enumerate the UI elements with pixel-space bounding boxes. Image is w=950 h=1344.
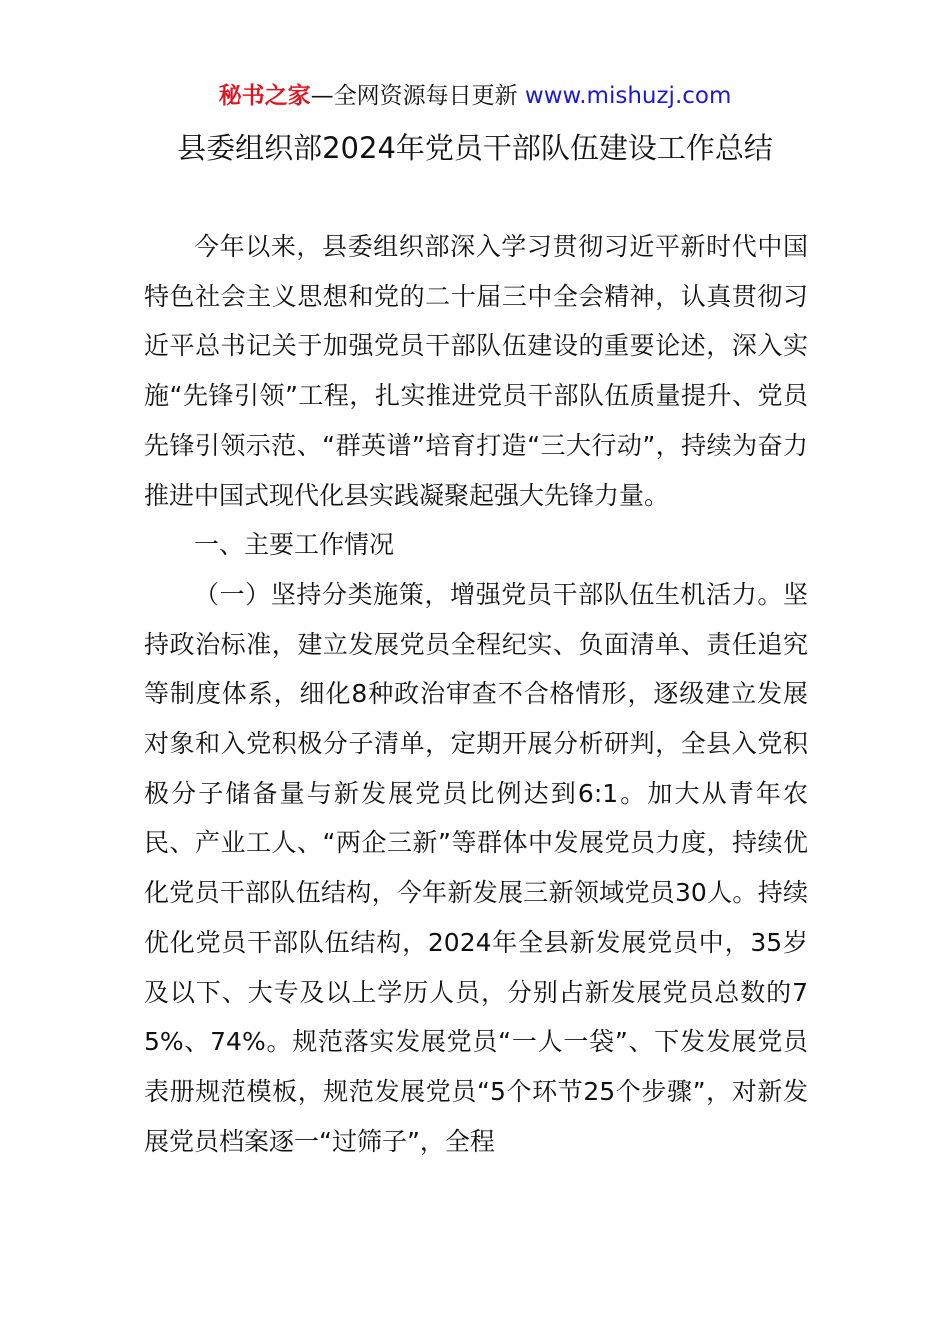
site-name: 秘书之家 xyxy=(218,83,311,109)
document-title: 县委组织部2024年党员干部队伍建设工作总结 xyxy=(177,131,773,165)
site-header xyxy=(0,80,950,112)
subsection-paragraph: （一）坚持分类施策，增强党员干部队伍生机活力。坚持政治标准，建立发展党员全程纪实、负面清单、责任追究等制度体系，细化8种政治审查不合格情形，逐级建立发展对象和入党积极分子清单，定期开展分析研判，全县入党积极分子储备量与新发展党员比例达到6:1。加大从青年农民、产业工人、“两企三新”等群体中发展党员力度，持续优化党员干部队伍结构，今年新发展三新领域党员30人。持续优化党员干部队伍结构，2024年全县新发展党员中，35岁及以下、大专及以上学历人员，分别占新发展党员总数的75%、74%。规范落实发展党员“一人一袋”、下发发展党员表册规范模板，规范发展党员“5个环节25个步骤”，对新发展党员档案逐一“过筛子”，全程 xyxy=(144,579,808,1156)
intro-paragraph: 今年以来，县委组织部深入学习贯彻习近平新时代中国特色社会主义思想和党的二十届三中全会精神，认真贯彻习近平总书记关于加强党员干部队伍建设的重要论述，深入实施“先锋引领”工程，扎实推进党员干部队伍质量提升、党员先锋引领示范、“群英谱”培育打造“三大行动”，持续为奋力推进中国式现代化县实践凝聚起强大先锋力量。 xyxy=(144,232,808,510)
site-url-link[interactable]: www.mishuzj.com xyxy=(524,83,732,109)
section-heading: 一、主要工作情况 xyxy=(194,530,395,560)
document-body xyxy=(144,222,808,1166)
site-tagline: —全网资源每日更新 xyxy=(310,83,525,109)
